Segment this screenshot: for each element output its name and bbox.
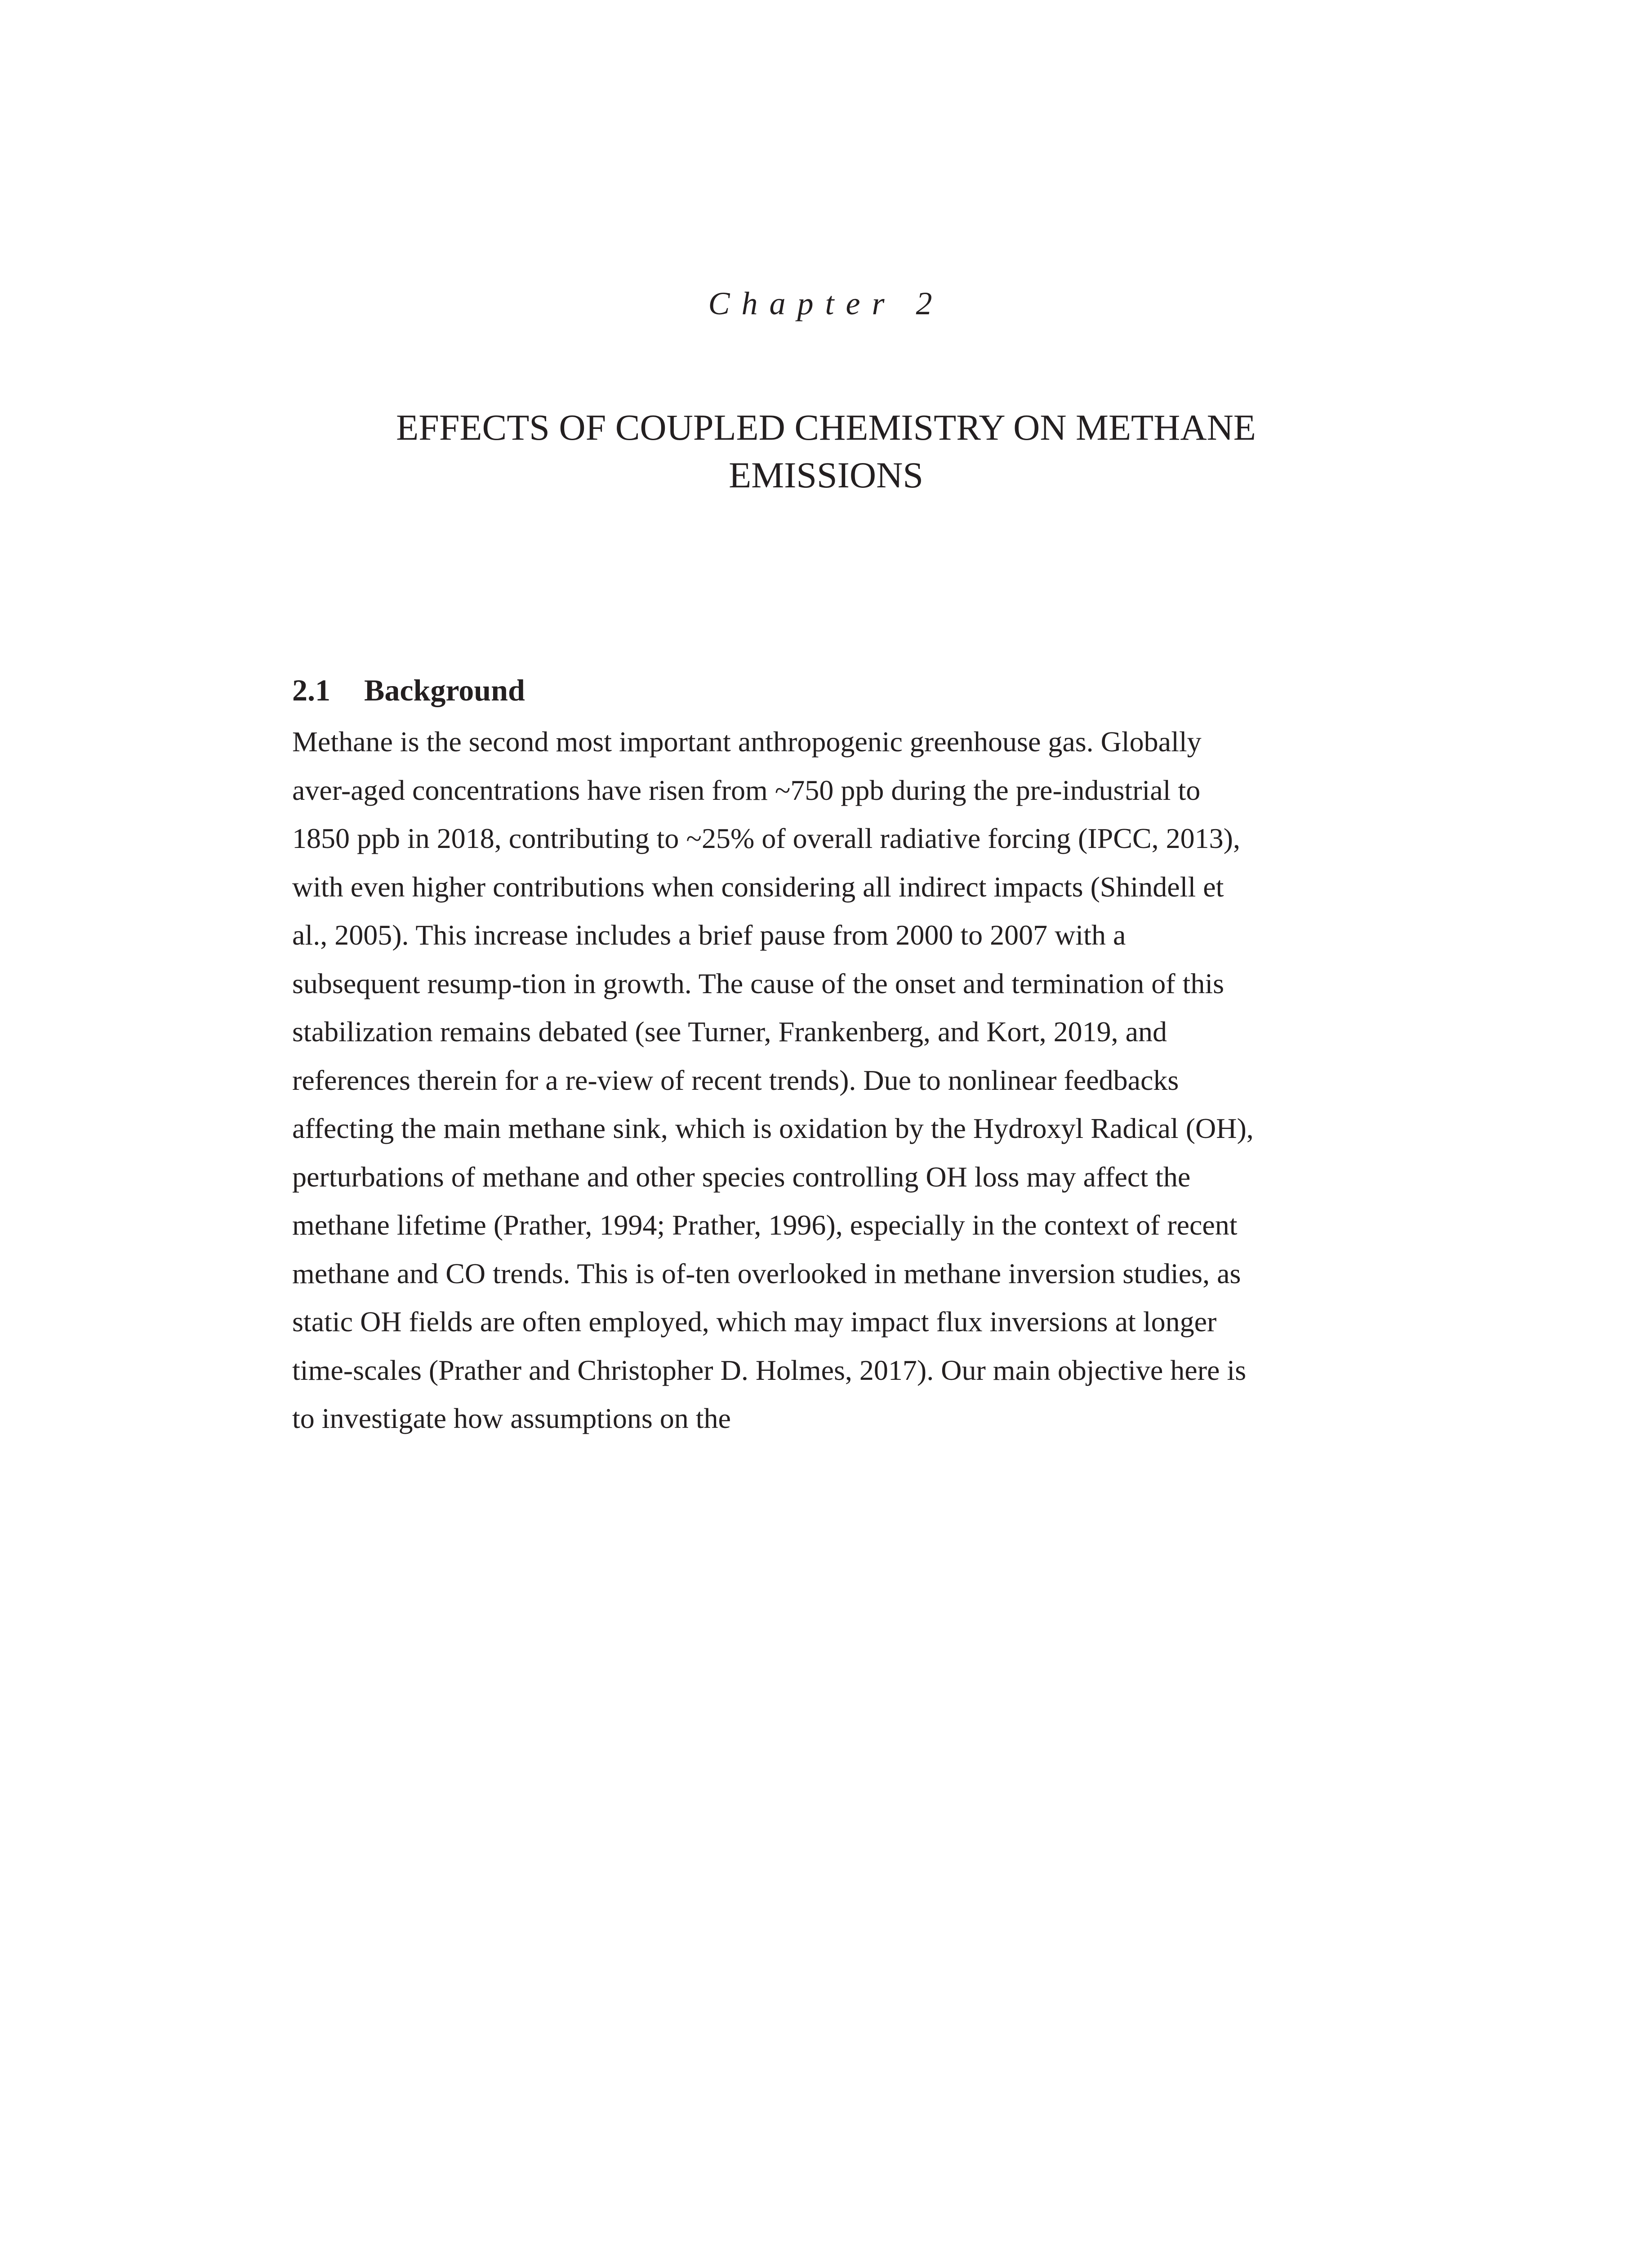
body-line: affecting the main methane sink, which is oxidation by the Hydroxyl Radical (OH),: [292, 1112, 1254, 1144]
chapter-title-line: EMISSIONS: [729, 455, 923, 495]
body-line: Methane is the second most important anthropogenic greenhouse gas. Globally: [292, 726, 1202, 758]
chapter-title: [342, 404, 1310, 499]
body-line: perturbations of methane and other species controlling OH loss may affect the: [292, 1160, 1191, 1193]
chapter-label: Chapter 2: [708, 285, 944, 321]
body-line: 1850 ppb in 2018, contributing to ~25% of overall radiative forcing (IPCC, 2013),: [292, 822, 1240, 854]
section-heading: [292, 670, 525, 710]
body-line: methane lifetime (Prather, 1994; Prather, 1996), especially in the context of recent: [292, 1209, 1238, 1241]
chapter-title-line: EFFECTS OF COUPLED CHEMISTRY ON METHANE: [396, 407, 1256, 448]
body-line: al., 2005). This increase includes a brief pause from 2000 to 2007 with a: [292, 919, 1126, 951]
body-line: aver-aged concentrations have risen from ~750 ppb during the pre-industrial to: [292, 774, 1201, 806]
body-line: static OH fields are often employed, which may impact flux inversions at longer: [292, 1306, 1217, 1338]
body-line: to investigate how assumptions on the: [292, 1402, 731, 1434]
section-number: 2.1: [292, 673, 330, 707]
section-title: Background: [364, 673, 525, 707]
body-paragraph: [292, 718, 1371, 1443]
body-line: stabilization remains debated (see Turner, Frankenberg, and Kort, 2019, and: [292, 1016, 1167, 1048]
body-line: subsequent resump-tion in growth. The cause of the onset and termination of this: [292, 967, 1225, 999]
body-line: references therein for a re-view of recent trends). Due to nonlinear feedbacks: [292, 1064, 1179, 1096]
body-line: methane and CO trends. This is of-ten overlooked in methane inversion studies, as: [292, 1257, 1241, 1289]
body-line: time-scales (Prather and Christopher D. Holmes, 2017). Our main objective here is: [292, 1354, 1247, 1386]
body-line: with even higher contributions when considering all indirect impacts (Shindell et: [292, 870, 1224, 903]
